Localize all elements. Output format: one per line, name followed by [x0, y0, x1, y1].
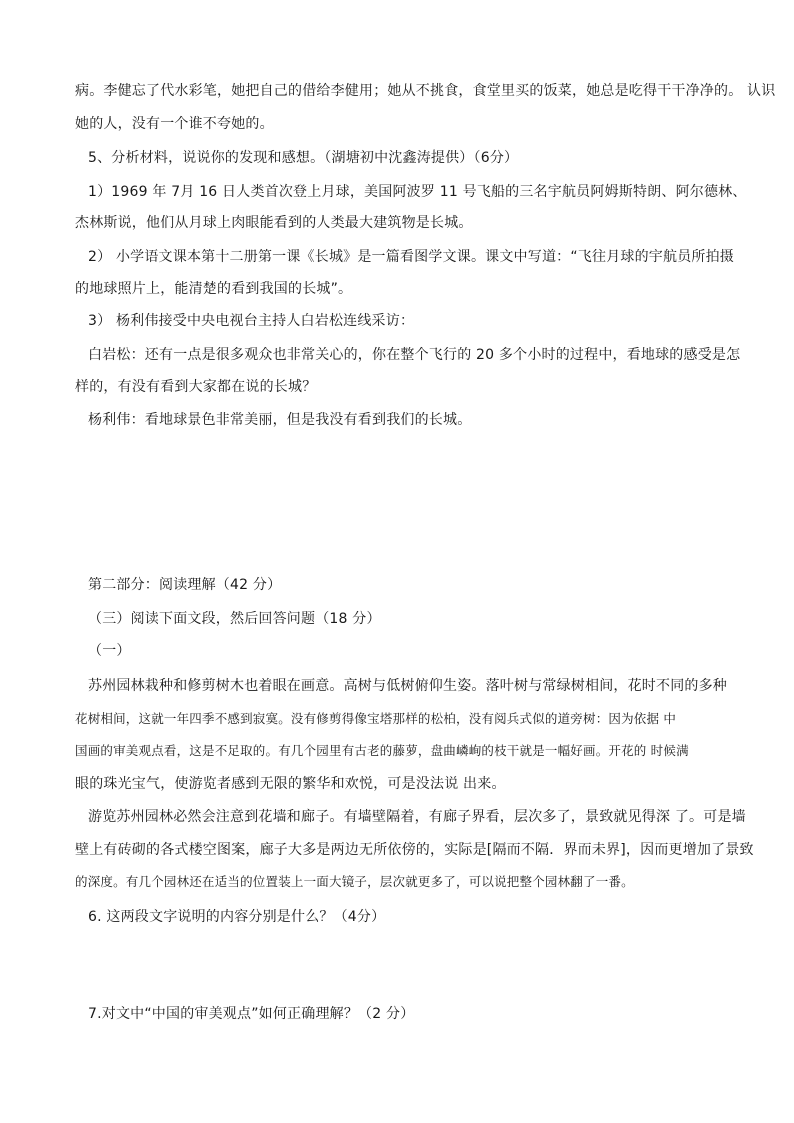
passage-2-line-2: 壁上有砖砌的各式楼空图案，廊子大多是两边无所依傍的，实际是[隔而不隔．界而未界]，因而更增加了景致 — [75, 842, 754, 858]
material-2-line-1: 2） 小学语文课本第十二册第一课《长城》是一篇看图学文课。课文中写道：“飞往月球的宇航员所拍摄 — [88, 249, 735, 265]
story-line-2: 她的人，没有一个谁不夸她的。 — [75, 116, 274, 132]
bai-yansong-line-2: 样的，有没有看到大家都在说的长城？ — [75, 379, 317, 395]
section-3-heading: （三）阅读下面文段，然后回答问题（18 分） — [88, 611, 381, 627]
material-1-line-2: 杰林斯说，他们从月球上肉眼能看到的人类最大建筑物是长城。 — [75, 215, 473, 231]
yang-liwei-line: 杨利伟：看地球景色非常美丽，但是我没有看到我们的长城。 — [88, 412, 472, 428]
passage-1-line-4: 眼的珠光宝气，使游览者感到无限的繁华和欢悦，可是没法说 出来。 — [75, 776, 506, 792]
bai-yansong-line-1: 白岩松：还有一点是很多观众也非常关心的，你在整个飞行的 20 多个小时的过程中，看地球的感受是怎 — [88, 347, 741, 363]
passage-1-line-3: 国画的审美观点看，这是不足取的。有几个园里有古老的藤萝，盘曲嶙峋的枝干就是一幅好画。开花的 时候满 — [75, 743, 689, 758]
material-2-line-2: 的地球照片上，能清楚的看到我国的长城”。 — [75, 281, 353, 297]
passage-2-line-3: 的深度。有几个园林还在适当的位置装上一面大镜子，层次就更多了，可以说把整个园林翻了一番。 — [75, 874, 634, 889]
sub-section-1: （一） — [88, 643, 131, 659]
question-7: 7.对文中“中国的审美观点”如何正确理解？（2 分） — [88, 1006, 415, 1022]
material-3-line-1: 3） 杨利伟接受中央电视台主持人白岩松连线采访： — [88, 313, 415, 329]
part-2-heading: 第二部分：阅读理解（42 分） — [88, 577, 282, 593]
story-line-1: 病。李健忘了代水彩笔，她把自己的借给李健用；她从不挑食，食堂里买的饭菜，她总是吃得干干净净的。 认识 — [75, 83, 776, 99]
passage-1-line-1: 苏州园林栽种和修剪树木也着眼在画意。高树与低树俯仰生姿。落叶树与常绿树相间，花时不同的多种 — [88, 678, 727, 694]
passage-2-line-1: 游览苏州园林必然会注意到花墙和廊子。有墙壁隔着，有廊子界看，层次多了，景致就见得深 了。可是墙 — [88, 809, 746, 825]
question-6: 6. 这两段文字说明的内容分别是什么？（4分） — [88, 909, 386, 925]
material-1-line-1: 1）1969 年 7月 16 日人类首次登上月球，美国阿波罗 11 号飞船的三名宇航员阿姆斯特朗、阿尔德林、 — [88, 184, 747, 200]
question-5-title: 5、分析材料，说说你的发现和感想。（湖塘初中沈鑫涛提供）（6分） — [88, 150, 519, 166]
passage-1-line-2: 花树相间，这就一年四季不感到寂寞。没有修剪得像宝塔那样的松柏，没有阅兵式似的道旁树：因为依据 中 — [75, 711, 677, 726]
